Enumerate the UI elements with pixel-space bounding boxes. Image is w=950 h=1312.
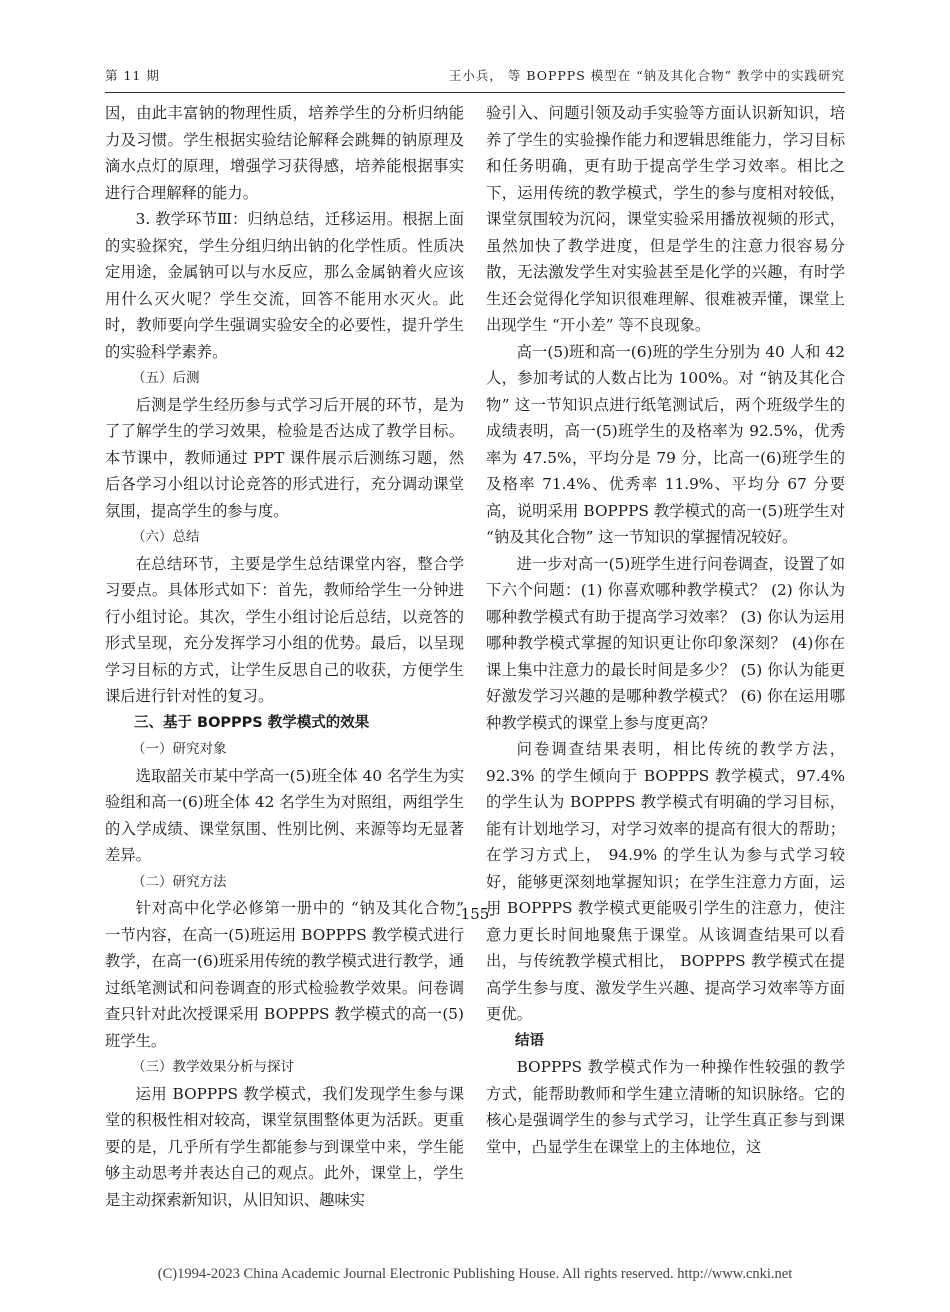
issue-number: 第 11 期 <box>105 68 160 83</box>
subheading-post-test: （五）后测 <box>132 370 200 386</box>
paragraph: 在总结环节，主要是学生总结课堂内容，整合学习要点。具体形式如下：首先，教师给学生一分钟进行小组讨论。其次，学生小组讨论后总结，以竞答的形式呈现，充分发挥学习小组的优势。最后，以呈现学习目标的方式，让学生反思自己的收获，方便学生课后进行针对性的复习。 <box>105 554 464 705</box>
paragraph: 后测是学生经历参与式学习后开展的环节，是为了了解学生的学习效果，检验是否达成了教学目标。本节课中，教师通过 PPT 课件展示后测练习题，然后各学习小组以讨论竞答的形式进行，充分调动课堂氛围，提高学生的参与度。 <box>105 395 464 520</box>
subheading-research-method: （二）研究方法 <box>132 873 227 890</box>
paragraph: 因，由此丰富钠的物理性质，培养学生的分析归纳能力及习惯。学生根据实验结论解释会跳舞的钠原理及滴水点灯的原理，增强学习获得感，培养能根据事实进行合理解释的能力。 <box>105 104 464 202</box>
running-header <box>105 66 845 88</box>
paragraph: 选取韶关市某中学高一(5)班全体 40 名学生为实验组和高一(6)班全体 42 名学生为对照组，两组学生的入学成绩、课堂氛围、性别比例、来源等均无显著差异。 <box>105 766 464 864</box>
running-title: 王小兵， 等 BOPPPS 模型在 “钠及其化合物” 教学中的实践研究 <box>448 68 845 83</box>
page-number: -155- <box>455 905 495 923</box>
subheading-analysis: （三）教学效果分析与探讨 <box>132 1059 294 1075</box>
paragraph: 高一(5)班和高一(6)班的学生分别为 40 人和 42 人，参加考试的人数占比为 100%。对 “钠及其化合物” 这一节知识点进行纸笔测试后，两个班级学生的成绩表明，高一(5)班学生的及格率为 92.5%，优秀率为 47.5%，平均分是 79 分，比高一(6)班学生的及格率 71.4%、优秀率 11.9%、平均分 67 分要高，说明采用 BOPPPS 教学模式的高一(5)班学生对 “钠及其化合物” 这一节知识的掌握情况较好。 <box>486 342 845 546</box>
copyright-footer: (C)1994-2023 China Academic Journal Electronic Publishing House. All rights reserved. http://www.cnki.net <box>157 1266 793 1282</box>
paragraph: 运用 BOPPPS 教学模式，我们发现学生参与课堂的积极性相对较高，课堂氛围整体更为活跃。更重要的是，几乎所有学生都能参与到课堂中来，学生能够主动思考并表达自己的观点。此外，课堂上，学生是主动探索新知识，从旧知识、趣味实 <box>105 1084 464 1209</box>
paragraph: 3. 教学环节Ⅲ：归纳总结，迁移运用。根据上面的实验探究，学生分组归纳出钠的化学性质。性质决定用途，金属钠可以与水反应，那么金属钠着火应该用什么灭火呢？学生交流，回答不能用水灭火。此时，教师要向学生强调实验安全的必要性，提升学生的实验科学素养。 <box>105 210 464 361</box>
conclusion-heading: 结语 <box>515 1032 544 1049</box>
paragraph: 验引入、问题引领及动手实验等方面认识新知识，培养了学生的实验操作能力和逻辑思维能力，学习目标和任务明确，更有助于提高学生学习效率。相比之下，运用传统的教学模式，学生的参与度相对较低，课堂氛围较为沉闷，课堂实验采用播放视频的形式，虽然加快了教学进度，但是学生的注意力很容易分散，无法激发学生对实验甚至是化学的兴趣，有时学生还会觉得化学知识很难理解、很难被弄懂，课堂上出现学生 “开小差” 等不良现象。 <box>486 104 845 334</box>
section-heading: 三、基于 BOPPPS 教学模式的效果 <box>134 714 370 731</box>
paragraph: BOPPPS 教学模式作为一种操作性较强的教学方式，能帮助教师和学生建立清晰的知识脉络。它的核心是强调学生的参与式学习，让学生真正参与到课堂中，凸显学生在课堂上的主体地位，这 <box>486 1058 845 1156</box>
paragraph: 针对高中化学必修第一册中的 “钠及其化合物” 一节内容，在高一(5)班运用 BOPPPS 教学模式进行教学，在高一(6)班采用传统的教学模式进行教学，通过纸笔测试和问卷调查的形式检验教学效果。问卷调查只针对此次授课采用 BOPPPS 教学模式的高一(5)班学生。 <box>105 899 464 1050</box>
right-column <box>486 100 845 1160</box>
header-rule <box>105 92 845 93</box>
paragraph: 进一步对高一(5)班学生进行问卷调查，设置了如下六个问题：(1) 你喜欢哪种教学模式？ (2) 你认为哪种教学模式有助于提高学习效率？ (3) 你认为运用哪种教学模式掌握的知识更让你印象深刻？ (4)你在课上集中注意力的最长时间是多少？ (5) 你认为能更好激发学习兴趣的是哪种教学模式？ (6) 你在运用哪种教学模式的课堂上参与度更高？ <box>486 554 845 732</box>
left-column <box>105 100 464 1213</box>
subheading-summary: （六）总结 <box>132 529 200 545</box>
subheading-research-object: （一）研究对象 <box>132 741 227 757</box>
paragraph: 问卷调查结果表明，相比传统的教学方法，92.3% 的学生倾向于 BOPPPS 教学模式，97.4% 的学生认为 BOPPPS 教学模式有明确的学习目标，能有计划地学习，对学习效率的提高有很大的帮助；在学习方式上， 94.9% 的学生认为参与式学习较好，能够更深刻地掌握知识；在学生注意力方面，运用 BOPPPS 教学模式更能吸引学生的注意力，使注意力更长时间地聚焦于课堂。从该调查结果可以看出，与传统教学模式相比， BOPPPS 教学模式在提高学生参与度、激发学生兴趣、提高学习效率等方面更优。 <box>486 740 845 1023</box>
